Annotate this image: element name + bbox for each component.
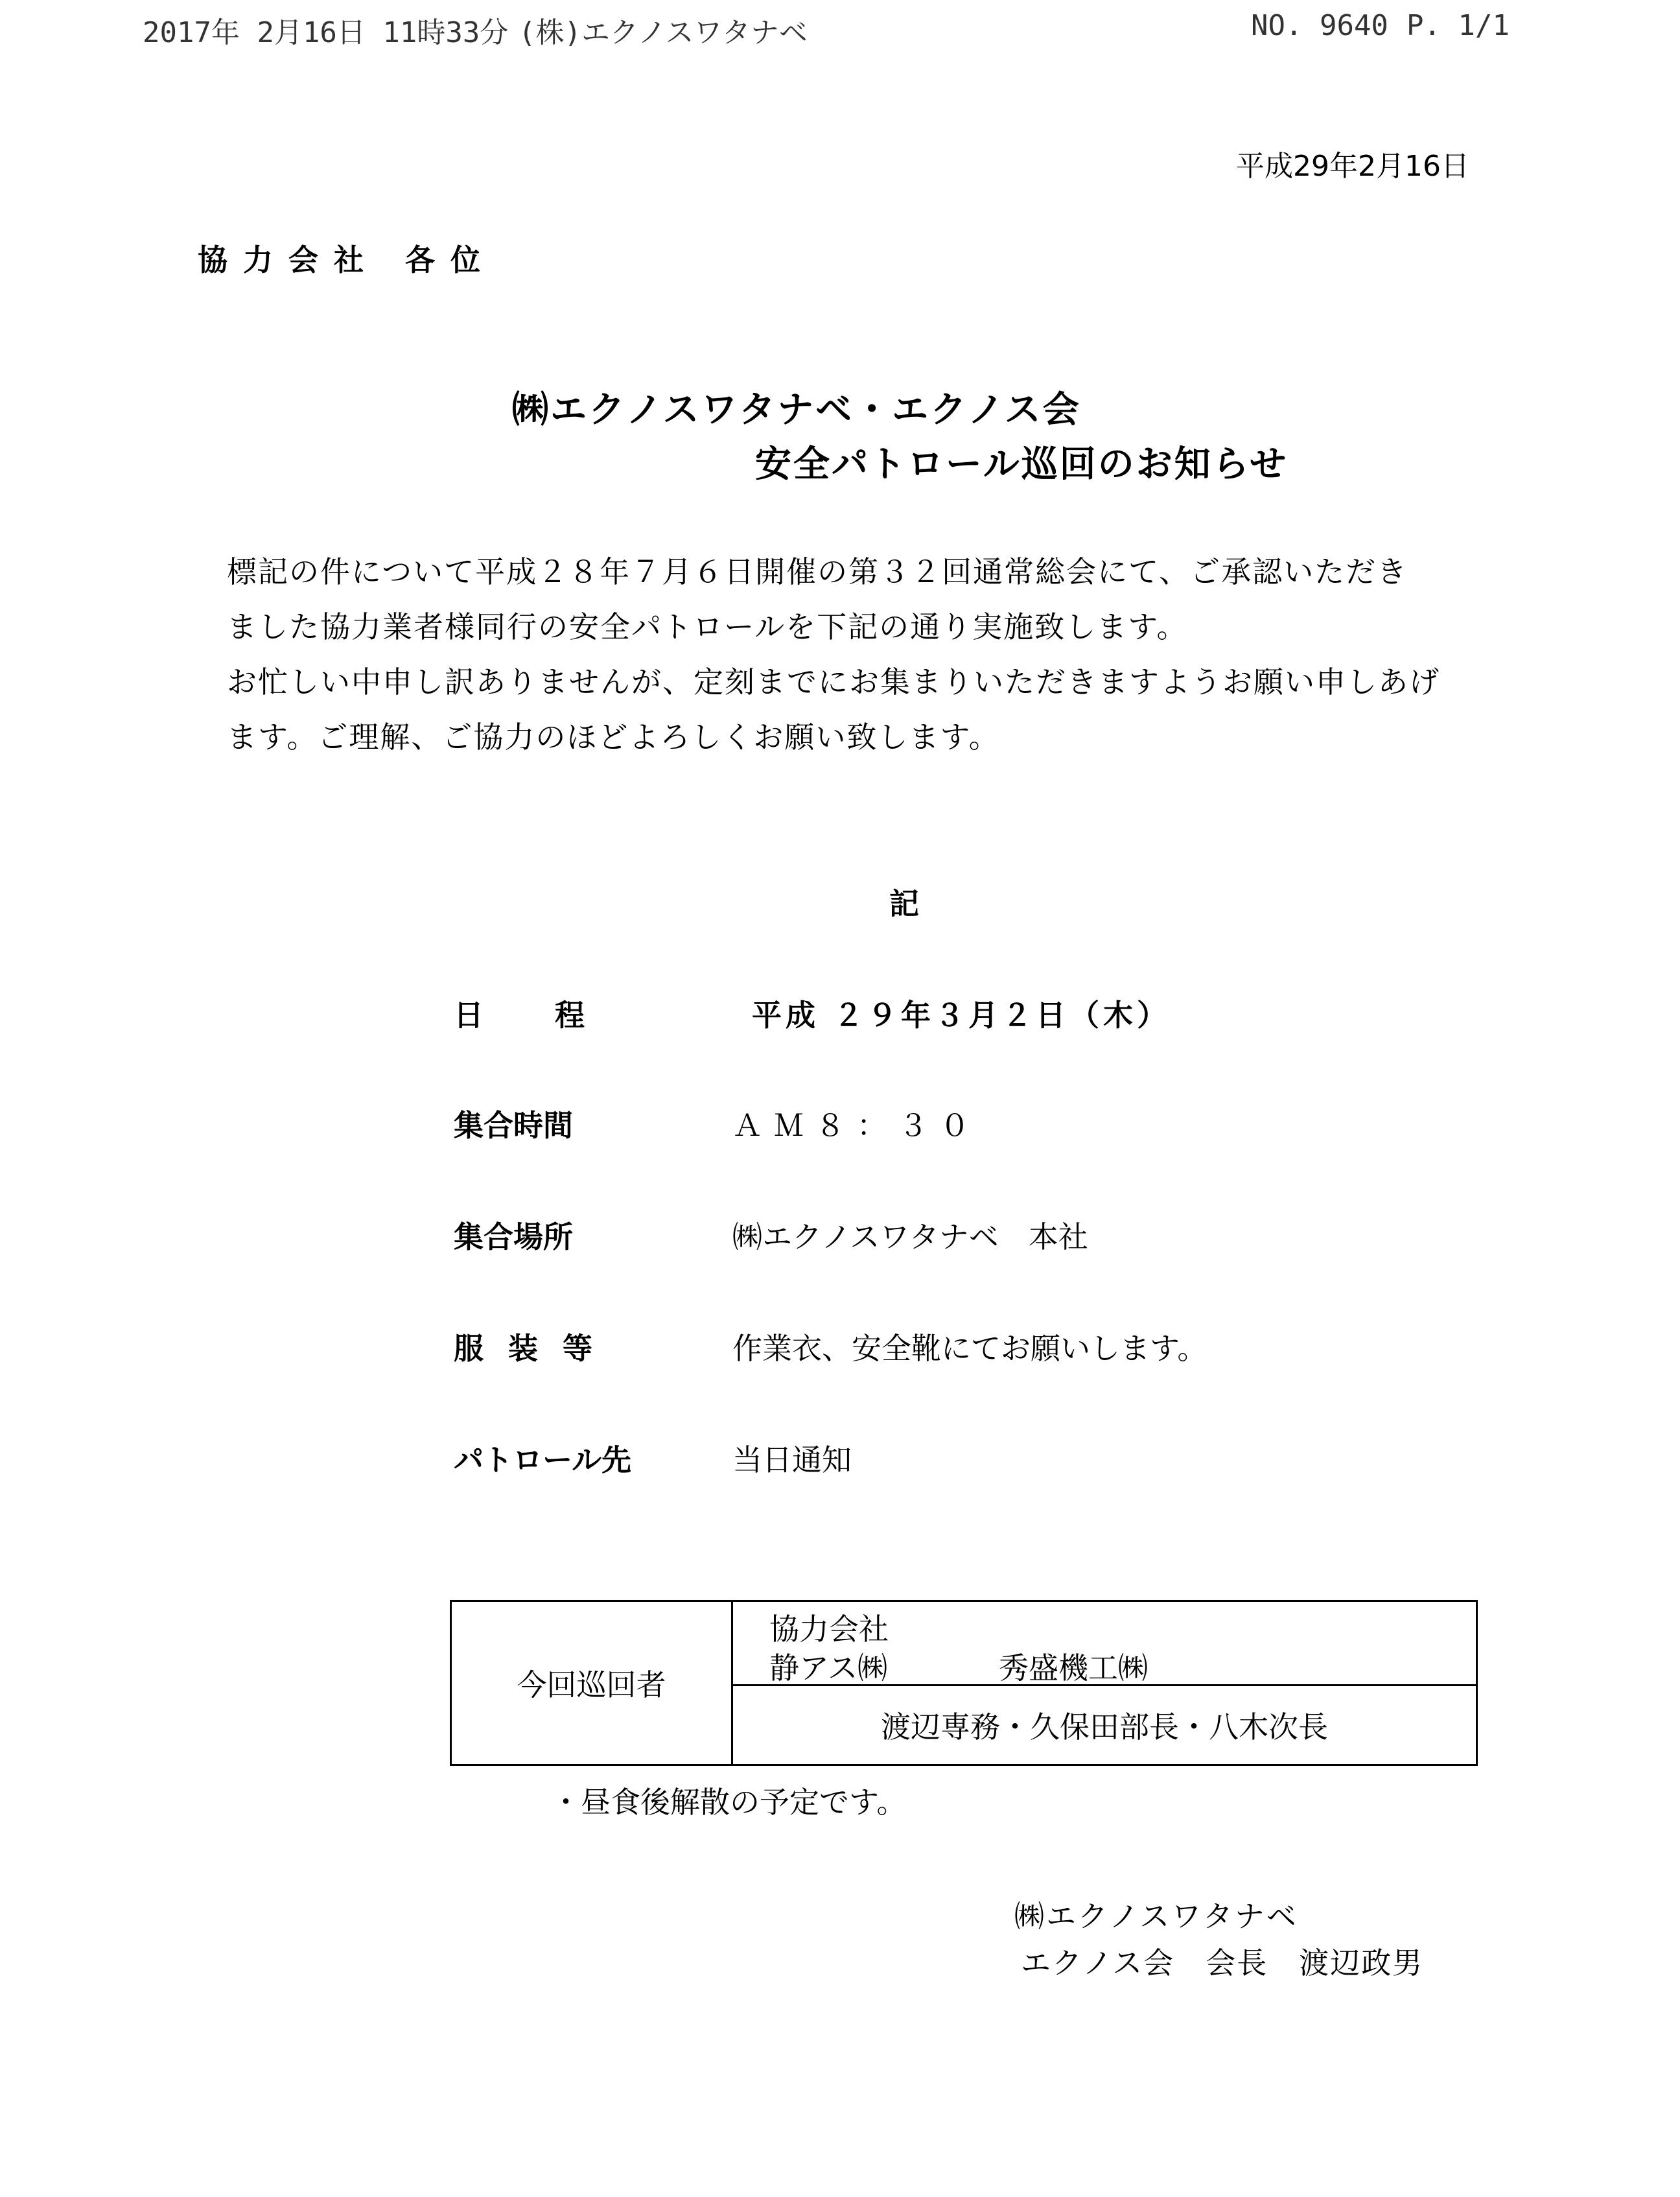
- attire-label: 服装等: [454, 1331, 617, 1366]
- ki-heading: 記: [889, 886, 919, 921]
- fax-page: P. 1/1: [1406, 9, 1510, 42]
- fax-number: NO. 9640: [1251, 9, 1388, 42]
- schedule-value: 平成 ２９年３月２日（木）: [752, 998, 1171, 1033]
- fax-sender: (株)エクノスワタナベ: [519, 16, 808, 49]
- title-line-1: ㈱エクノスワタナベ・エクノス会: [512, 389, 1081, 431]
- body-paragraph: [227, 545, 1471, 765]
- body-line: 標記の件について平成２８年７月６日開催の第３２回通常総会にて、ご承認いただき: [227, 554, 1408, 589]
- meeting-place-label: 集合場所: [454, 1219, 573, 1254]
- patrol-members-table: [450, 1600, 1478, 1766]
- partner-company: 秀盛機工㈱: [999, 1651, 1148, 1686]
- addressee: 協力会社 各位: [198, 242, 496, 277]
- meeting-time-label: 集合時間: [454, 1108, 573, 1143]
- title-line-2: 安全パトロール巡回のお知らせ: [755, 443, 1289, 486]
- body-line: ます。ご理解、ご協力のほどよろしくお願い致します。: [227, 720, 1000, 755]
- signature-name: エクノス会 会長 渡辺政男: [1021, 1945, 1424, 1980]
- patrol-destination-value: 当日通知: [732, 1442, 852, 1477]
- attire-value: 作業衣、安全靴にてお願いします。: [732, 1331, 1208, 1366]
- note: ・昼食後解散の予定です。: [551, 1785, 907, 1820]
- staff-members-cell: 渡辺専務・久保田部長・八木次長: [881, 1709, 1328, 1745]
- patrol-destination-label: パトロール先: [454, 1442, 632, 1477]
- document-date: 平成29年2月16日: [1236, 150, 1469, 183]
- body-line: ました協力業者様同行の安全パトロールを下記の通り実施致します。: [227, 609, 1188, 644]
- fax-timestamp: 2017年 2月16日 11時33分: [143, 16, 509, 49]
- body-line: お忙しい中申し訳ありませんが、定刻までにお集まりいただきますようお願い申しあげ: [227, 664, 1440, 699]
- signature-company: ㈱エクノスワタナベ: [1014, 1899, 1298, 1934]
- partner-company: 静アス㈱: [769, 1651, 888, 1686]
- fax-header: [0, 9, 1680, 48]
- meeting-place-value: ㈱エクノスワタナベ 本社: [732, 1219, 1088, 1254]
- patrol-members-label: 今回巡回者: [452, 1602, 733, 1764]
- partner-heading: 協力会社: [769, 1612, 889, 1647]
- schedule-label: 日程: [454, 998, 656, 1033]
- meeting-time-value: ＡＭ８：３０: [732, 1108, 981, 1143]
- partner-companies-cell: [733, 1602, 1476, 1686]
